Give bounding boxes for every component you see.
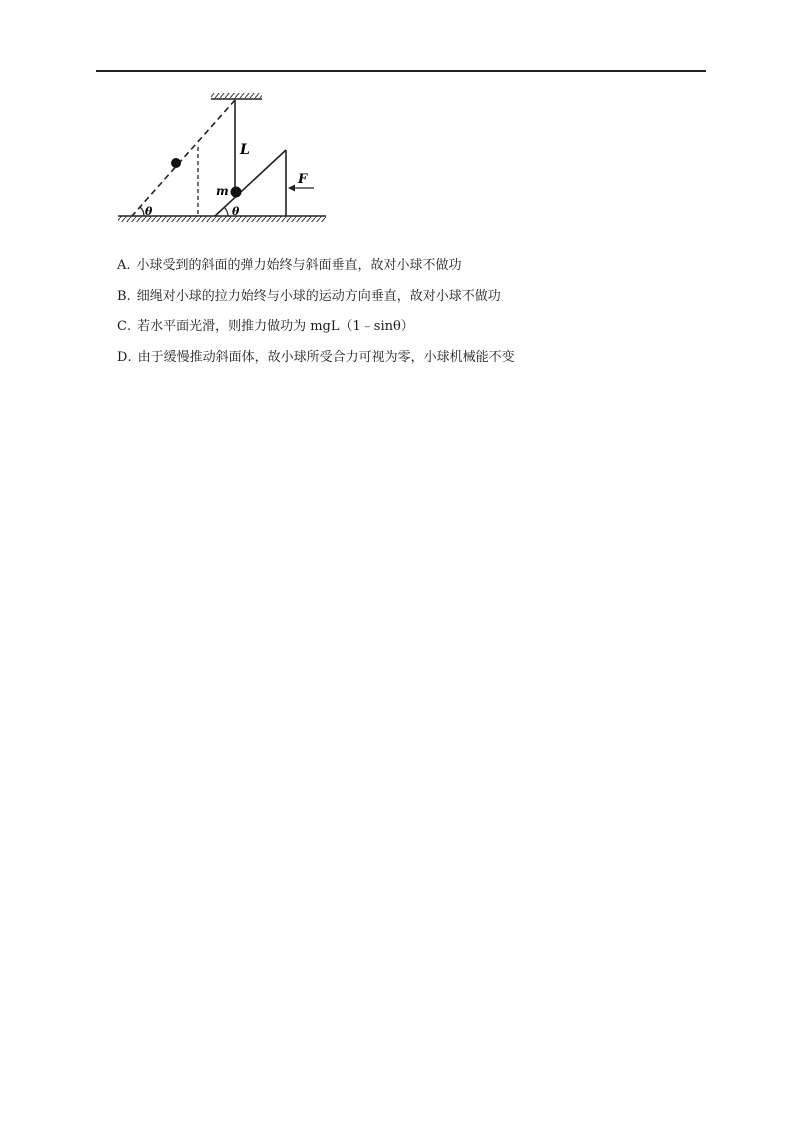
ball — [231, 187, 242, 198]
label-theta-left: θ — [145, 205, 153, 218]
option-d[interactable]: D . 由于缓慢推动斜面体，故小球所受合力可视为零，小球机械能不变 — [117, 348, 717, 368]
option-letter: A — [117, 258, 127, 273]
label-theta-right: θ — [232, 205, 240, 218]
option-a[interactable]: A . 小球受到的斜面的弹力始终与斜面垂直，故对小球不做功 — [117, 256, 717, 276]
header-rule — [96, 70, 706, 72]
label-m: m — [216, 184, 229, 198]
option-text: 若水平面光滑，则推力做功为 mgL（1﹣sinθ） — [137, 319, 414, 334]
incline-block — [215, 150, 286, 216]
initial-ball — [171, 158, 181, 168]
option-text: 由于缓慢推动斜面体，故小球所受合力可视为零，小球机械能不变 — [137, 349, 515, 365]
answer-options — [117, 256, 717, 378]
option-text: 细绳对小球的拉力始终与小球的运动方向垂直，故对小球不做功 — [136, 288, 501, 304]
physics-diagram — [110, 92, 340, 232]
angle-arc-right — [224, 207, 228, 216]
option-b[interactable]: B . 细绳对小球的拉力始终与小球的运动方向垂直，故对小球不做功 — [117, 287, 717, 307]
option-letter: C — [117, 319, 127, 334]
ceiling-support — [211, 93, 262, 99]
initial-string-dashed — [132, 100, 235, 216]
option-letter: B — [117, 288, 127, 304]
option-text: 小球受到的斜面的弹力始终与斜面垂直，故对小球不做功 — [136, 258, 462, 273]
option-letter: D — [117, 349, 128, 365]
label-L: L — [240, 142, 250, 158]
option-c[interactable]: C . 若水平面光滑，则推力做功为 mgL（1﹣sinθ） — [117, 317, 717, 337]
label-F: F — [298, 172, 308, 187]
angle-arc-left — [140, 207, 144, 216]
